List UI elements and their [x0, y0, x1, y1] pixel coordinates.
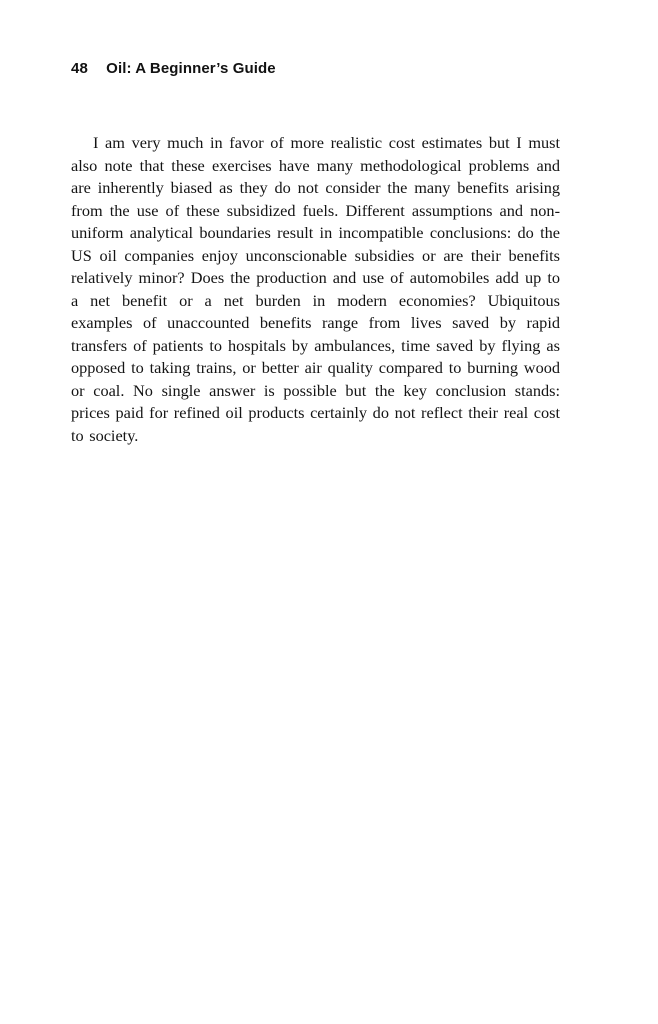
body-text-block — [71, 132, 560, 447]
paragraph: I am very much in favor of more realistic cost estimates but I must also note that these exercises have many methodological problems and are inherently biased as they do not consider the many benefits arising from the use of these subsidized fuels. Different assumptions and non-uniform analytical boundaries result in incompatible conclusions: do the US oil companies enjoy unconscionable subsidies or are their benefits relatively minor? Does the production and use of automobiles add up to a net benefit or a net burden in modern economies? Ubiquitous examples of unaccounted benefits range from lives saved by rapid transfers of patients to hospitals by ambulances, time saved by flying as opposed to taking trains, or better air quality compared to burning wood or coal. No single answer is possible but the key conclusion stands: prices paid for refined oil products certainly do not reflect their real cost to society. — [71, 133, 560, 445]
running-header — [71, 60, 590, 77]
running-title: Oil: A Beginner’s Guide — [106, 60, 276, 77]
page-number: 48 — [71, 60, 88, 77]
